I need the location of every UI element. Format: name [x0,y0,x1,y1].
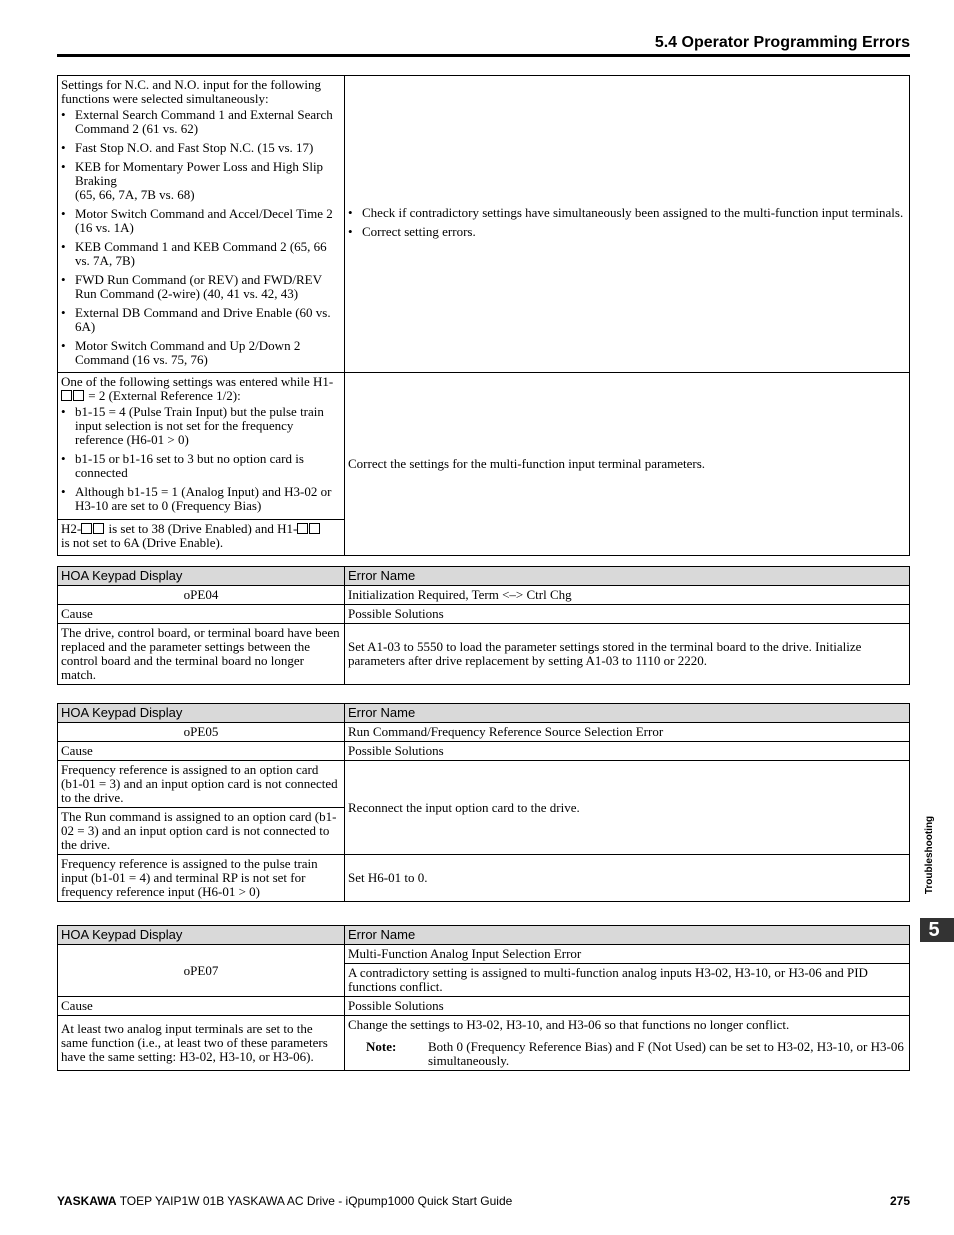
cause-header: Cause [58,742,345,761]
solution-cell: Set H6-01 to 0. [345,855,910,902]
list-item: • Although b1-15 = 1 (Analog Input) and H3-02 or H3-10 are set to 0 (Frequency Bias) [61,485,341,513]
footer-text: TOEP YAIP1W 01B YASKAWA AC Drive - iQpump1000 Quick Start Guide [116,1194,513,1208]
placeholder-box [61,390,72,401]
table-row [58,945,910,964]
table-ope07 [57,925,910,1071]
page-footer [57,1193,910,1209]
list-item: • KEB Command 1 and KEB Command 2 (65, 66 vs. 7A, 7B) [61,240,341,268]
text-part: is set to 38 (Drive Enabled) and H1- [105,521,298,536]
cause-cell: The Run command is assigned to an option card (b1-02 = 3) and an input option card is not connected to the drive. [58,808,345,855]
text-part: = 2 (External Reference 1/2): [85,388,241,403]
possible-solutions-header: Possible Solutions [345,997,910,1016]
solution-text: Change the settings to H3-02, H3-10, and H3-06 so that functions no longer conflict. [348,1017,790,1032]
table-header-row [58,567,910,586]
cause-intro: Settings for N.C. and N.O. input for the following functions were selected simultaneously: [61,77,321,106]
error-name-header: Error Name [345,567,910,586]
possible-solutions-header: Possible Solutions [345,742,910,761]
list-item: • Motor Switch Command and Accel/Decel Time 2 (16 vs. 1A) [61,207,341,235]
footer-brand: YASKAWA [57,1194,117,1208]
section-title: 5.4 Operator Programming Errors [654,34,910,51]
table-row [58,586,910,605]
solution-cell [345,76,910,373]
cause-header: Cause [58,997,345,1016]
hoa-keypad-display-header: HOA Keypad Display [58,926,345,945]
table-row [58,624,910,685]
cause-cell [58,373,345,520]
cause-cell: At least two analog input terminals are set to the same function (i.e., at least two of these parameters have the same setting: H3-02, H3-10, or H3-06). [58,1016,345,1071]
list-item: • External Search Command 1 and External Search Command 2 (61 vs. 62) [61,108,341,136]
page-number: 275 [889,1194,910,1208]
text-part: H2- [61,521,82,536]
solution-list [348,206,906,239]
list-item-text: (65, 66, 7A, 7B vs. 68) [75,187,195,202]
solution-cell: Set A1-03 to 5550 to load the parameter settings stored in the terminal board to the drive. Initialize parameters after drive replacement by setting A1-03 to 1110 or 2220. [345,624,910,685]
solution-cell [345,1016,910,1071]
chapter-badge: 5 [920,918,954,942]
list-item: • Correct setting errors. [348,225,906,239]
list-item: • Fast Stop N.O. and Fast Stop N.C. (15 vs. 17) [61,141,341,155]
solution-cell: Correct the settings for the multi-function input terminal parameters. [345,373,910,556]
cause-cell: The drive, control board, or terminal board have been replaced and the parameter settings between the control board and the terminal board no longer match. [58,624,345,685]
placeholder-box [73,390,84,401]
possible-solutions-header: Possible Solutions [345,605,910,624]
note-text: Both 0 (Frequency Reference Bias) and F (Not Used) can be set to H3-02, H3-10, or H3-06 simultaneously. [428,1039,904,1068]
error-description: A contradictory setting is assigned to multi-function analog inputs H3-02, H3-10, or H3-06 and PID functions conflict. [345,964,910,997]
error-name: Initialization Required, Term <–> Ctrl Chg [345,586,910,605]
cause-header: Cause [58,605,345,624]
placeholder-box [309,523,320,534]
hoa-keypad-display-header: HOA Keypad Display [58,567,345,586]
note-label: Note: [366,1039,397,1054]
chapter-side-label [920,800,940,910]
list-item: • External DB Command and Drive Enable (60 vs. 6A) [61,306,341,334]
cause-intro [61,375,341,403]
text-part: One of the following settings was entered while H1- [61,374,334,389]
cause-cell [58,520,345,556]
chapter-side-label-text: Troubleshooting [924,815,935,895]
text-part: is not set to 6A (Drive Enable). [61,535,224,550]
table-row [58,373,910,520]
table-ope05 [57,703,910,902]
cause-list [61,108,341,367]
table-header-row [58,704,910,723]
error-name: Multi-Function Analog Input Selection Error [345,945,910,964]
list-item: • Check if contradictory settings have simultaneously been assigned to the multi-function input terminals. [348,206,906,220]
table-row [58,723,910,742]
table-row [58,761,910,808]
table-ope04 [57,566,910,685]
table-subheader-row [58,605,910,624]
note [348,1040,906,1068]
table-row [58,855,910,902]
placeholder-box [297,523,308,534]
error-name-header: Error Name [345,926,910,945]
error-name: Run Command/Frequency Reference Source Selection Error [345,723,910,742]
hoa-keypad-display-header: HOA Keypad Display [58,704,345,723]
list-item [61,160,341,202]
list-item: • b1-15 = 4 (Pulse Train Input) but the pulse train input selection is not set for the frequency reference (H6-01 > 0) [61,405,341,447]
table-subheader-row [58,742,910,761]
error-code: oPE07 [58,945,345,997]
placeholder-box [81,523,92,534]
error-code: oPE05 [58,723,345,742]
cause-cell [58,76,345,373]
header-rule [57,54,910,57]
table-row [58,1016,910,1071]
placeholder-box [93,523,104,534]
cause-list [61,405,341,513]
table-header-row [58,926,910,945]
cause-cell: Frequency reference is assigned to an option card (b1-01 = 3) and an input option card is not connected to the drive. [58,761,345,808]
table-row [58,76,910,373]
list-item: • FWD Run Command (or REV) and FWD/REV Run Command (2-wire) (40, 41 vs. 42, 43) [61,273,341,301]
list-item: • Motor Switch Command and Up 2/Down 2 Command (16 vs. 75, 76) [61,339,341,367]
error-name-header: Error Name [345,704,910,723]
table-subheader-row [58,997,910,1016]
list-item: • b1-15 or b1-16 set to 3 but no option card is connected [61,452,341,480]
cause-cell: Frequency reference is assigned to the pulse train input (b1-01 = 4) and terminal RP is not set for frequency reference input (H6-01 > 0) [58,855,345,902]
error-code: oPE04 [58,586,345,605]
table-continued [57,75,910,556]
list-item-text: KEB for Momentary Power Loss and High Slip Braking [75,159,324,188]
solution-cell: Reconnect the input option card to the drive. [345,761,910,855]
